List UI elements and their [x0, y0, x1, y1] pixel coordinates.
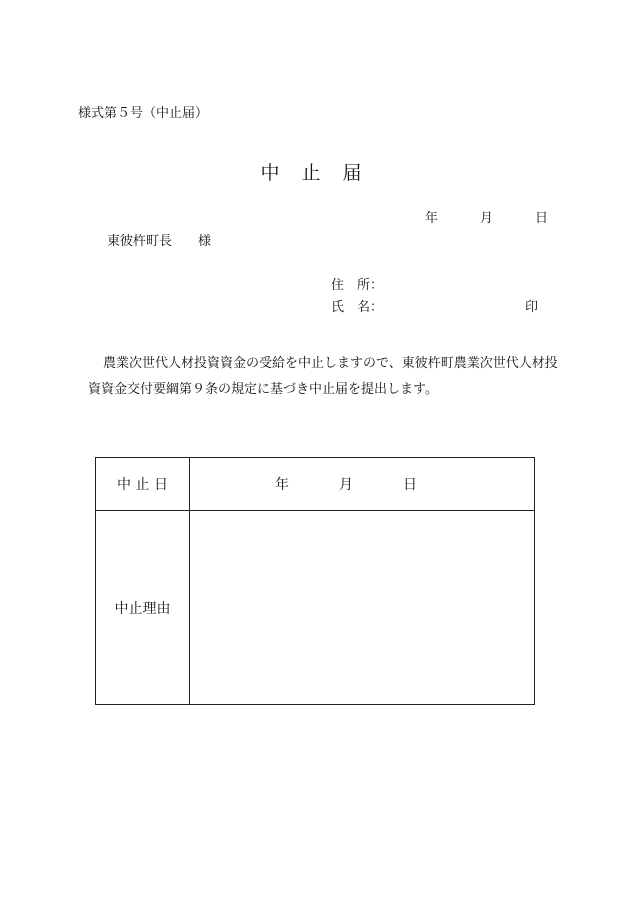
stop-reason-field[interactable] — [190, 511, 535, 705]
applicant-address-label: 住 所： — [331, 278, 384, 293]
submission-date — [425, 207, 548, 226]
stop-date-month-label: 月 — [339, 477, 353, 493]
date-year-label: 年 — [425, 211, 439, 226]
date-month-label: 月 — [480, 211, 494, 226]
seal-mark: 印 — [525, 300, 539, 315]
stop-date-row — [96, 458, 535, 511]
document-title: 中 止 届 — [260, 162, 370, 184]
stop-info-table — [95, 457, 535, 705]
date-day-label: 日 — [535, 211, 549, 226]
form-number: 様式第５号（中止届） — [78, 106, 209, 121]
body-paragraph: 農業次世代人材投資資金の受給を中止しますので、東彼杵町農業次世代人材投資資金交付要綱第９条の規定に基づき中止届を提出します。 — [88, 356, 558, 397]
stop-reason-row — [96, 511, 535, 705]
stop-date-day-label: 日 — [403, 477, 417, 493]
applicant-name-label: 氏 名： — [331, 300, 384, 315]
stop-date-year-label: 年 — [275, 477, 289, 493]
addressee: 東彼杵町長 様 — [107, 234, 212, 249]
stop-reason-label: 中止理由 — [96, 511, 190, 705]
stop-date-field[interactable] — [190, 458, 535, 511]
stop-date-label: 中 止 日 — [96, 458, 190, 511]
